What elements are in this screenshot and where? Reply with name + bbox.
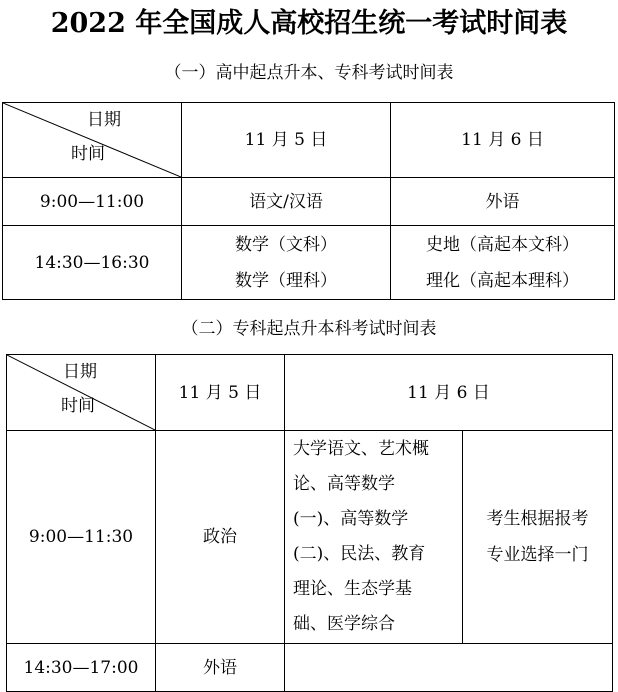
time-cell: 14:30—16:30 (3, 226, 182, 300)
subject-line: 论、高等数学 (293, 474, 395, 494)
subject-cell: 语文/汉语 (182, 178, 391, 226)
note-line: 专业选择一门 (486, 545, 589, 565)
diagonal-header-cell (3, 103, 182, 178)
page-title: 2022 年全国成人高校招生统一考试时间表 (50, 8, 568, 39)
note-line: 考生根据报考 (486, 509, 589, 529)
subject-cell: 外语 (391, 178, 615, 226)
section2-heading: （二）专科起点升本科考试时间表 (181, 319, 437, 339)
subject-cell (182, 226, 391, 300)
diagonal-header-cell (7, 355, 156, 431)
date-nov6-header: 11 月 6 日 (285, 355, 613, 431)
subject-line: 大学语文、艺术概 (293, 439, 429, 459)
time-cell: 9:00—11:30 (7, 431, 156, 644)
table-row (3, 178, 615, 226)
schedule-table-2 (6, 354, 613, 692)
empty-cell (285, 644, 613, 692)
note-cell (463, 431, 613, 644)
header-time-label: 时间 (71, 144, 105, 164)
header-date-label: 日期 (87, 110, 121, 130)
subject-list-cell (285, 431, 463, 644)
subject-cell (391, 226, 615, 300)
subject-cell: 外语 (156, 644, 285, 692)
date-nov6-header: 11 月 6 日 (391, 103, 615, 178)
table-header-row (3, 103, 615, 178)
subject-line: 理化（高起本理科） (426, 270, 579, 291)
table-row (7, 644, 613, 692)
header-time-label: 时间 (61, 396, 95, 416)
subject-line: 础、医学综合 (293, 614, 395, 634)
subject-cell: 政治 (156, 431, 285, 644)
date-nov5-header: 11 月 5 日 (156, 355, 285, 431)
subject-line: (一)、高等数学 (293, 509, 409, 529)
subject-line: 数学（文科） (235, 234, 337, 255)
table-row (3, 226, 615, 300)
subject-line: (二)、民法、教育 (293, 544, 426, 564)
subject-line: 史地（高起本文科） (426, 234, 579, 255)
time-cell: 14:30—17:00 (7, 644, 156, 692)
time-cell: 9:00—11:00 (3, 178, 182, 226)
subject-line: 数学（理科） (235, 270, 337, 291)
section1-heading: （一）高中起点升本、专科考试时间表 (164, 63, 454, 83)
table-header-row (7, 355, 613, 431)
schedule-table-1 (2, 102, 615, 300)
date-nov5-header: 11 月 5 日 (182, 103, 391, 178)
table-row (7, 431, 613, 644)
header-date-label: 日期 (63, 362, 97, 382)
subject-line: 理论、生态学基 (293, 579, 412, 599)
